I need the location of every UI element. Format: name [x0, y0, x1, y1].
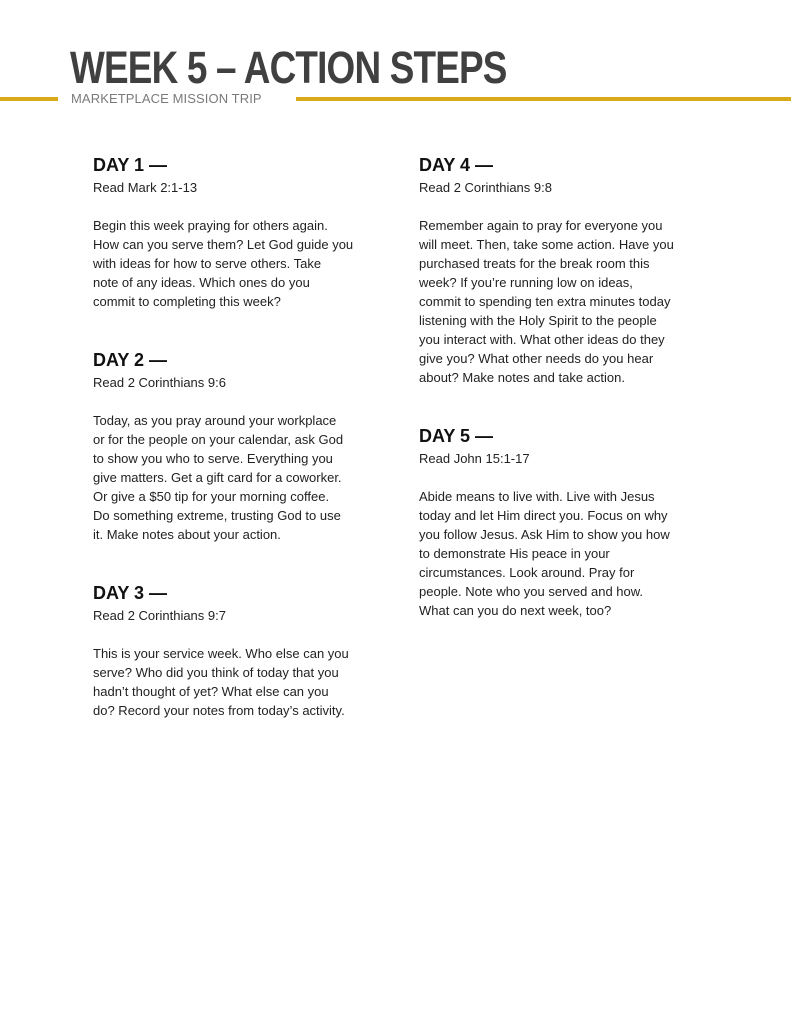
day-3-section — [93, 581, 393, 720]
day-5-section — [419, 424, 719, 620]
day-4-body: Remember again to pray for everyone you will meet. Then, take some action. Have you purchased treats for the break room this week? If you’re running low on ideas, commit to spending ten extra minutes today listening with the Holy Spirit to the people you interact with. What other ideas do they give you? What other needs do you hear about? Make notes and take action. — [419, 218, 674, 385]
day-5-body: Abide means to live with. Live with Jesus today and let Him direct you. Focus on why you follow Jesus. Ask Him to show you how to demonstrate His peace in your circumstances. Look around. Pray for people. Note who you served and how. What can you do next week, too? — [419, 489, 670, 618]
day-4-heading: DAY 4 — — [419, 155, 494, 175]
day-2-body: Today, as you pray around your workplace or for the people on your calendar, ask God to show you who to serve. Everything you give matters. Get a gift card for a coworker. Or give a $50 tip for your morning coffee. Do something extreme, trusting God to use it. Make notes about your action. — [93, 413, 344, 542]
day-4-section — [419, 153, 719, 387]
day-1-heading: DAY 1 — — [93, 155, 168, 175]
page-subtitle: MARKETPLACE MISSION TRIP — [71, 91, 262, 106]
day-1-section — [93, 153, 393, 311]
left-column — [93, 153, 393, 720]
right-column — [419, 153, 719, 620]
header-rule-left — [0, 97, 58, 101]
day-5-heading: DAY 5 — — [419, 426, 494, 446]
page-title: WEEK 5 – ACTION STEPS — [70, 42, 507, 93]
day-3-heading: DAY 3 — — [93, 583, 168, 603]
day-2-reading: Read 2 Corinthians 9:6 — [93, 375, 226, 390]
day-4-reading: Read 2 Corinthians 9:8 — [419, 180, 552, 195]
day-1-body: Begin this week praying for others again. How can you serve them? Let God guide you with ideas for how to serve others. Take note of any ideas. Which ones do you commit to completing this week? — [93, 218, 354, 309]
header-rule-right — [296, 97, 791, 101]
day-2-section — [93, 348, 393, 544]
day-3-body: This is your service week. Who else can you serve? Who did you think of today that you hadn’t thought of yet? What else can you do? Record your notes from today’s activity. — [93, 646, 349, 718]
day-1-reading: Read Mark 2:1-13 — [93, 180, 198, 195]
day-3-reading: Read 2 Corinthians 9:7 — [93, 608, 226, 623]
day-2-heading: DAY 2 — — [93, 350, 168, 370]
day-5-reading: Read John 15:1-17 — [419, 451, 530, 466]
